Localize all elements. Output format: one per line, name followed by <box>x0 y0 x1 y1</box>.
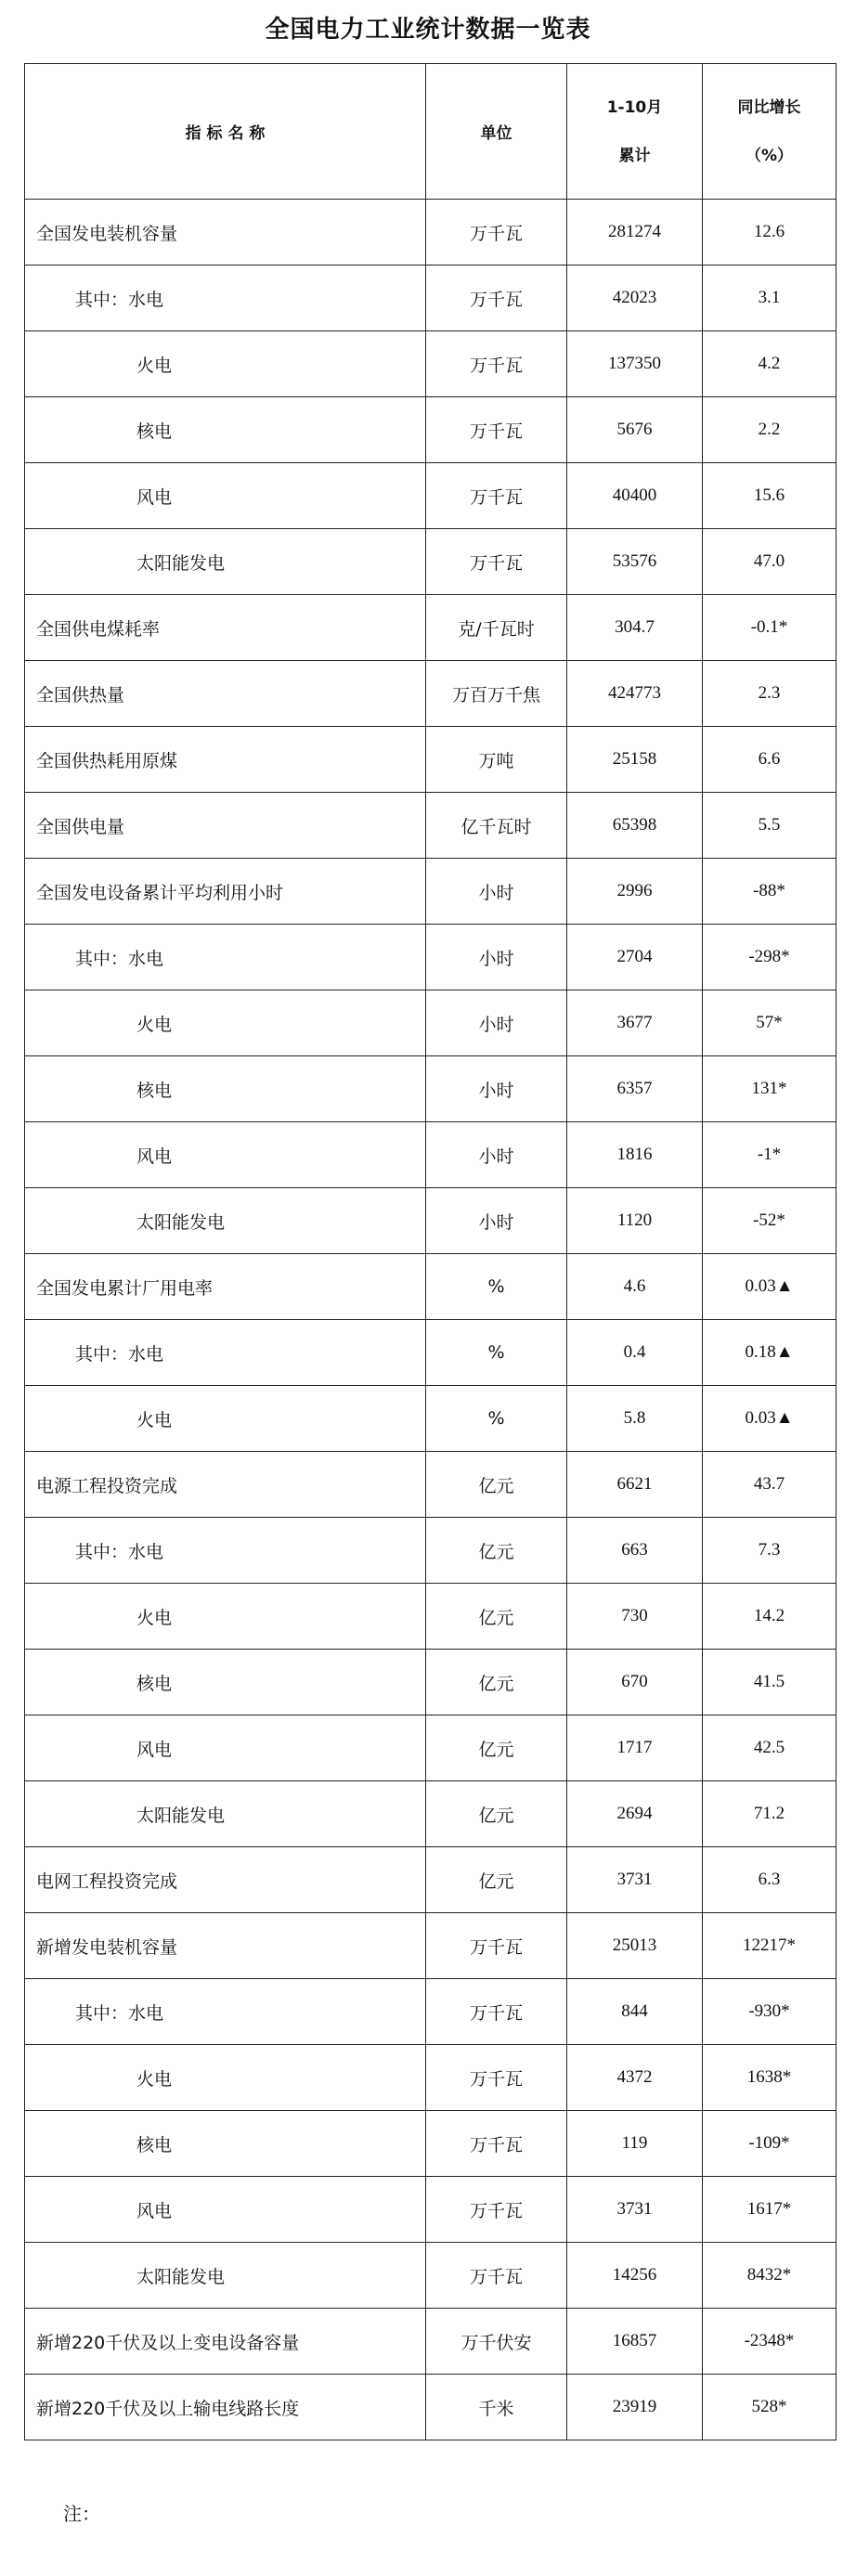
header-yoy-change <box>703 64 837 200</box>
table-body <box>25 200 837 2440</box>
indicator-name-cell: 火电 <box>25 990 426 1056</box>
cumulative-value-cell: 1120 <box>567 1188 703 1254</box>
yoy-change-cell: 1638* <box>703 2045 837 2111</box>
indicator-name-cell: 太阳能发电 <box>25 1188 426 1254</box>
table-row <box>25 1650 837 1715</box>
table-row <box>25 1518 837 1584</box>
unit-cell: 万千瓦 <box>426 2177 567 2243</box>
table-row <box>25 1715 837 1781</box>
table-row <box>25 1979 837 2045</box>
indicator-name-cell: 全国供热量 <box>25 661 426 727</box>
header-indicator-name: 指 标 名 称 <box>25 64 426 200</box>
indicator-name-cell: 风电 <box>25 463 426 529</box>
table-row <box>25 331 837 397</box>
table-row <box>25 727 837 793</box>
cumulative-value-cell: 2996 <box>567 859 703 925</box>
indicator-name-cell: 电源工程投资完成 <box>25 1452 426 1518</box>
table-row <box>25 1452 837 1518</box>
cumulative-value-cell: 65398 <box>567 793 703 859</box>
indicator-name-cell: 核电 <box>25 1056 426 1122</box>
yoy-change-cell: 5.5 <box>703 793 837 859</box>
table-row <box>25 1913 837 1979</box>
indicator-name-cell: 太阳能发电 <box>25 2243 426 2309</box>
unit-cell: 克/千瓦时 <box>426 595 567 661</box>
indicator-name-cell: 其中：水电 <box>25 1979 426 2045</box>
table-row <box>25 529 837 595</box>
header-row <box>25 64 837 200</box>
cumulative-value-cell: 3731 <box>567 2177 703 2243</box>
yoy-change-cell: 43.7 <box>703 1452 837 1518</box>
cumulative-value-cell: 40400 <box>567 463 703 529</box>
unit-cell: 万千瓦 <box>426 463 567 529</box>
table-row <box>25 1122 837 1188</box>
yoy-change-cell: -52* <box>703 1188 837 1254</box>
yoy-change-cell: 2.3 <box>703 661 837 727</box>
indicator-name-cell: 太阳能发电 <box>25 1781 426 1847</box>
unit-cell: 万千瓦 <box>426 2111 567 2177</box>
cumulative-value-cell: 0.4 <box>567 1320 703 1386</box>
cumulative-value-cell: 1717 <box>567 1715 703 1781</box>
unit-cell: 小时 <box>426 990 567 1056</box>
yoy-change-cell: -298* <box>703 925 837 990</box>
yoy-change-cell: 0.03▲ <box>703 1254 837 1320</box>
yoy-change-cell: 12.6 <box>703 200 837 265</box>
yoy-change-cell: 1617* <box>703 2177 837 2243</box>
yoy-change-cell: 2.2 <box>703 397 837 463</box>
table-row <box>25 463 837 529</box>
header-cumulative-label: 累计 <box>618 146 651 165</box>
cumulative-value-cell: 16857 <box>567 2309 703 2375</box>
cumulative-value-cell: 137350 <box>567 331 703 397</box>
unit-cell: 亿元 <box>426 1715 567 1781</box>
cumulative-value-cell: 23919 <box>567 2375 703 2440</box>
indicator-name-cell: 火电 <box>25 2045 426 2111</box>
unit-cell: 小时 <box>426 1188 567 1254</box>
table-row <box>25 2243 837 2309</box>
table-row <box>25 595 837 661</box>
cumulative-value-cell: 2694 <box>567 1781 703 1847</box>
indicator-name-cell: 全国供电煤耗率 <box>25 595 426 661</box>
unit-cell: 亿千瓦时 <box>426 793 567 859</box>
yoy-change-cell: 0.18▲ <box>703 1320 837 1386</box>
yoy-change-cell: 14.2 <box>703 1584 837 1650</box>
indicator-name-cell: 核电 <box>25 2111 426 2177</box>
table-row <box>25 2111 837 2177</box>
unit-cell: 万千瓦 <box>426 331 567 397</box>
unit-cell: 小时 <box>426 1056 567 1122</box>
header-percent-label: （%） <box>745 146 794 165</box>
yoy-change-cell: 6.3 <box>703 1847 837 1913</box>
unit-cell: 亿元 <box>426 1584 567 1650</box>
table-row <box>25 2375 837 2440</box>
unit-cell: 万千瓦 <box>426 2243 567 2309</box>
yoy-change-cell: 3.1 <box>703 265 837 331</box>
cumulative-value-cell: 670 <box>567 1650 703 1715</box>
indicator-name-cell: 火电 <box>25 1386 426 1452</box>
unit-cell: 万千瓦 <box>426 529 567 595</box>
indicator-name-cell: 全国发电累计厂用电率 <box>25 1254 426 1320</box>
cumulative-value-cell: 53576 <box>567 529 703 595</box>
table-row <box>25 1254 837 1320</box>
statistics-table <box>24 63 837 2440</box>
table-row <box>25 397 837 463</box>
unit-cell: 小时 <box>426 1122 567 1188</box>
table-row <box>25 1056 837 1122</box>
table-row <box>25 265 837 331</box>
table-row <box>25 793 837 859</box>
unit-cell: 万千瓦 <box>426 1979 567 2045</box>
table-row <box>25 1847 837 1913</box>
indicator-name-cell: 风电 <box>25 1715 426 1781</box>
indicator-name-cell: 新增220千伏及以上变电设备容量 <box>25 2309 426 2375</box>
cumulative-value-cell: 3677 <box>567 990 703 1056</box>
unit-cell: 万千瓦 <box>426 397 567 463</box>
indicator-name-cell: 核电 <box>25 1650 426 1715</box>
yoy-change-cell: 41.5 <box>703 1650 837 1715</box>
table-row <box>25 661 837 727</box>
yoy-change-cell: -930* <box>703 1979 837 2045</box>
unit-cell: 万吨 <box>426 727 567 793</box>
indicator-name-cell: 全国供热耗用原煤 <box>25 727 426 793</box>
cumulative-value-cell: 25013 <box>567 1913 703 1979</box>
cumulative-value-cell: 3731 <box>567 1847 703 1913</box>
indicator-name-cell: 核电 <box>25 397 426 463</box>
cumulative-value-cell: 844 <box>567 1979 703 2045</box>
indicator-name-cell: 其中：水电 <box>25 1518 426 1584</box>
header-period <box>567 64 703 200</box>
table-header <box>25 64 837 200</box>
yoy-change-cell: 42.5 <box>703 1715 837 1781</box>
unit-cell: 千米 <box>426 2375 567 2440</box>
unit-cell: 小时 <box>426 859 567 925</box>
indicator-name-cell: 其中：水电 <box>25 1320 426 1386</box>
yoy-change-cell: 8432* <box>703 2243 837 2309</box>
indicator-name-cell: 风电 <box>25 1122 426 1188</box>
header-unit: 单位 <box>426 64 567 200</box>
yoy-change-cell: 6.6 <box>703 727 837 793</box>
table-row <box>25 990 837 1056</box>
unit-cell: % <box>426 1320 567 1386</box>
unit-cell: 亿元 <box>426 1452 567 1518</box>
unit-cell: 万百万千焦 <box>426 661 567 727</box>
yoy-change-cell: 0.03▲ <box>703 1386 837 1452</box>
cumulative-value-cell: 14256 <box>567 2243 703 2309</box>
yoy-change-cell: 12217* <box>703 1913 837 1979</box>
unit-cell: 小时 <box>426 925 567 990</box>
indicator-name-cell: 其中：水电 <box>25 265 426 331</box>
yoy-change-cell: -88* <box>703 859 837 925</box>
table-row <box>25 1584 837 1650</box>
unit-cell: 亿元 <box>426 1518 567 1584</box>
yoy-change-cell: 57* <box>703 990 837 1056</box>
cumulative-value-cell: 6621 <box>567 1452 703 1518</box>
cumulative-value-cell: 5.8 <box>567 1386 703 1452</box>
yoy-change-cell: 15.6 <box>703 463 837 529</box>
indicator-name-cell: 电网工程投资完成 <box>25 1847 426 1913</box>
indicator-name-cell: 全国发电设备累计平均利用小时 <box>25 859 426 925</box>
indicator-name-cell: 新增发电装机容量 <box>25 1913 426 1979</box>
cumulative-value-cell: 304.7 <box>567 595 703 661</box>
page-title: 全国电力工业统计数据一览表 <box>265 16 591 44</box>
cumulative-value-cell: 4372 <box>567 2045 703 2111</box>
yoy-change-cell: 71.2 <box>703 1781 837 1847</box>
yoy-change-cell: -2348* <box>703 2309 837 2375</box>
unit-cell: % <box>426 1254 567 1320</box>
yoy-change-cell: 7.3 <box>703 1518 837 1584</box>
cumulative-value-cell: 42023 <box>567 265 703 331</box>
header-yoy-label: 同比增长 <box>737 97 801 117</box>
indicator-name-cell: 火电 <box>25 331 426 397</box>
unit-cell: 万千瓦 <box>426 265 567 331</box>
cumulative-value-cell: 730 <box>567 1584 703 1650</box>
table-row <box>25 1781 837 1847</box>
table-row <box>25 859 837 925</box>
unit-cell: 万千伏安 <box>426 2309 567 2375</box>
unit-cell: 亿元 <box>426 1781 567 1847</box>
table-row <box>25 2309 837 2375</box>
unit-cell: 万千瓦 <box>426 1913 567 1979</box>
table-row <box>25 1320 837 1386</box>
indicator-name-cell: 太阳能发电 <box>25 529 426 595</box>
unit-cell: 万千瓦 <box>426 200 567 265</box>
cumulative-value-cell: 1816 <box>567 1122 703 1188</box>
indicator-name-cell: 风电 <box>25 2177 426 2243</box>
cumulative-value-cell: 424773 <box>567 661 703 727</box>
yoy-change-cell: 47.0 <box>703 529 837 595</box>
table-row <box>25 2177 837 2243</box>
indicator-name-cell: 火电 <box>25 1584 426 1650</box>
yoy-change-cell: -0.1* <box>703 595 837 661</box>
header-period-label: 1-10月 <box>606 97 663 117</box>
cumulative-value-cell: 663 <box>567 1518 703 1584</box>
unit-cell: 亿元 <box>426 1847 567 1913</box>
yoy-change-cell: -109* <box>703 2111 837 2177</box>
table-row <box>25 925 837 990</box>
yoy-change-cell: -1* <box>703 1122 837 1188</box>
cumulative-value-cell: 281274 <box>567 200 703 265</box>
indicator-name-cell: 全国供电量 <box>25 793 426 859</box>
table-row <box>25 2045 837 2111</box>
yoy-change-cell: 4.2 <box>703 331 837 397</box>
unit-cell: % <box>426 1386 567 1452</box>
yoy-change-cell: 528* <box>703 2375 837 2440</box>
table-row <box>25 1188 837 1254</box>
indicator-name-cell: 全国发电装机容量 <box>25 200 426 265</box>
table-row <box>25 200 837 265</box>
indicator-name-cell: 新增220千伏及以上输电线路长度 <box>25 2375 426 2440</box>
cumulative-value-cell: 119 <box>567 2111 703 2177</box>
cumulative-value-cell: 25158 <box>567 727 703 793</box>
unit-cell: 亿元 <box>426 1650 567 1715</box>
cumulative-value-cell: 5676 <box>567 397 703 463</box>
unit-cell: 万千瓦 <box>426 2045 567 2111</box>
footnote: 注： <box>63 2503 100 2525</box>
yoy-change-cell: 131* <box>703 1056 837 1122</box>
cumulative-value-cell: 6357 <box>567 1056 703 1122</box>
cumulative-value-cell: 2704 <box>567 925 703 990</box>
table-row <box>25 1386 837 1452</box>
indicator-name-cell: 其中：水电 <box>25 925 426 990</box>
cumulative-value-cell: 4.6 <box>567 1254 703 1320</box>
